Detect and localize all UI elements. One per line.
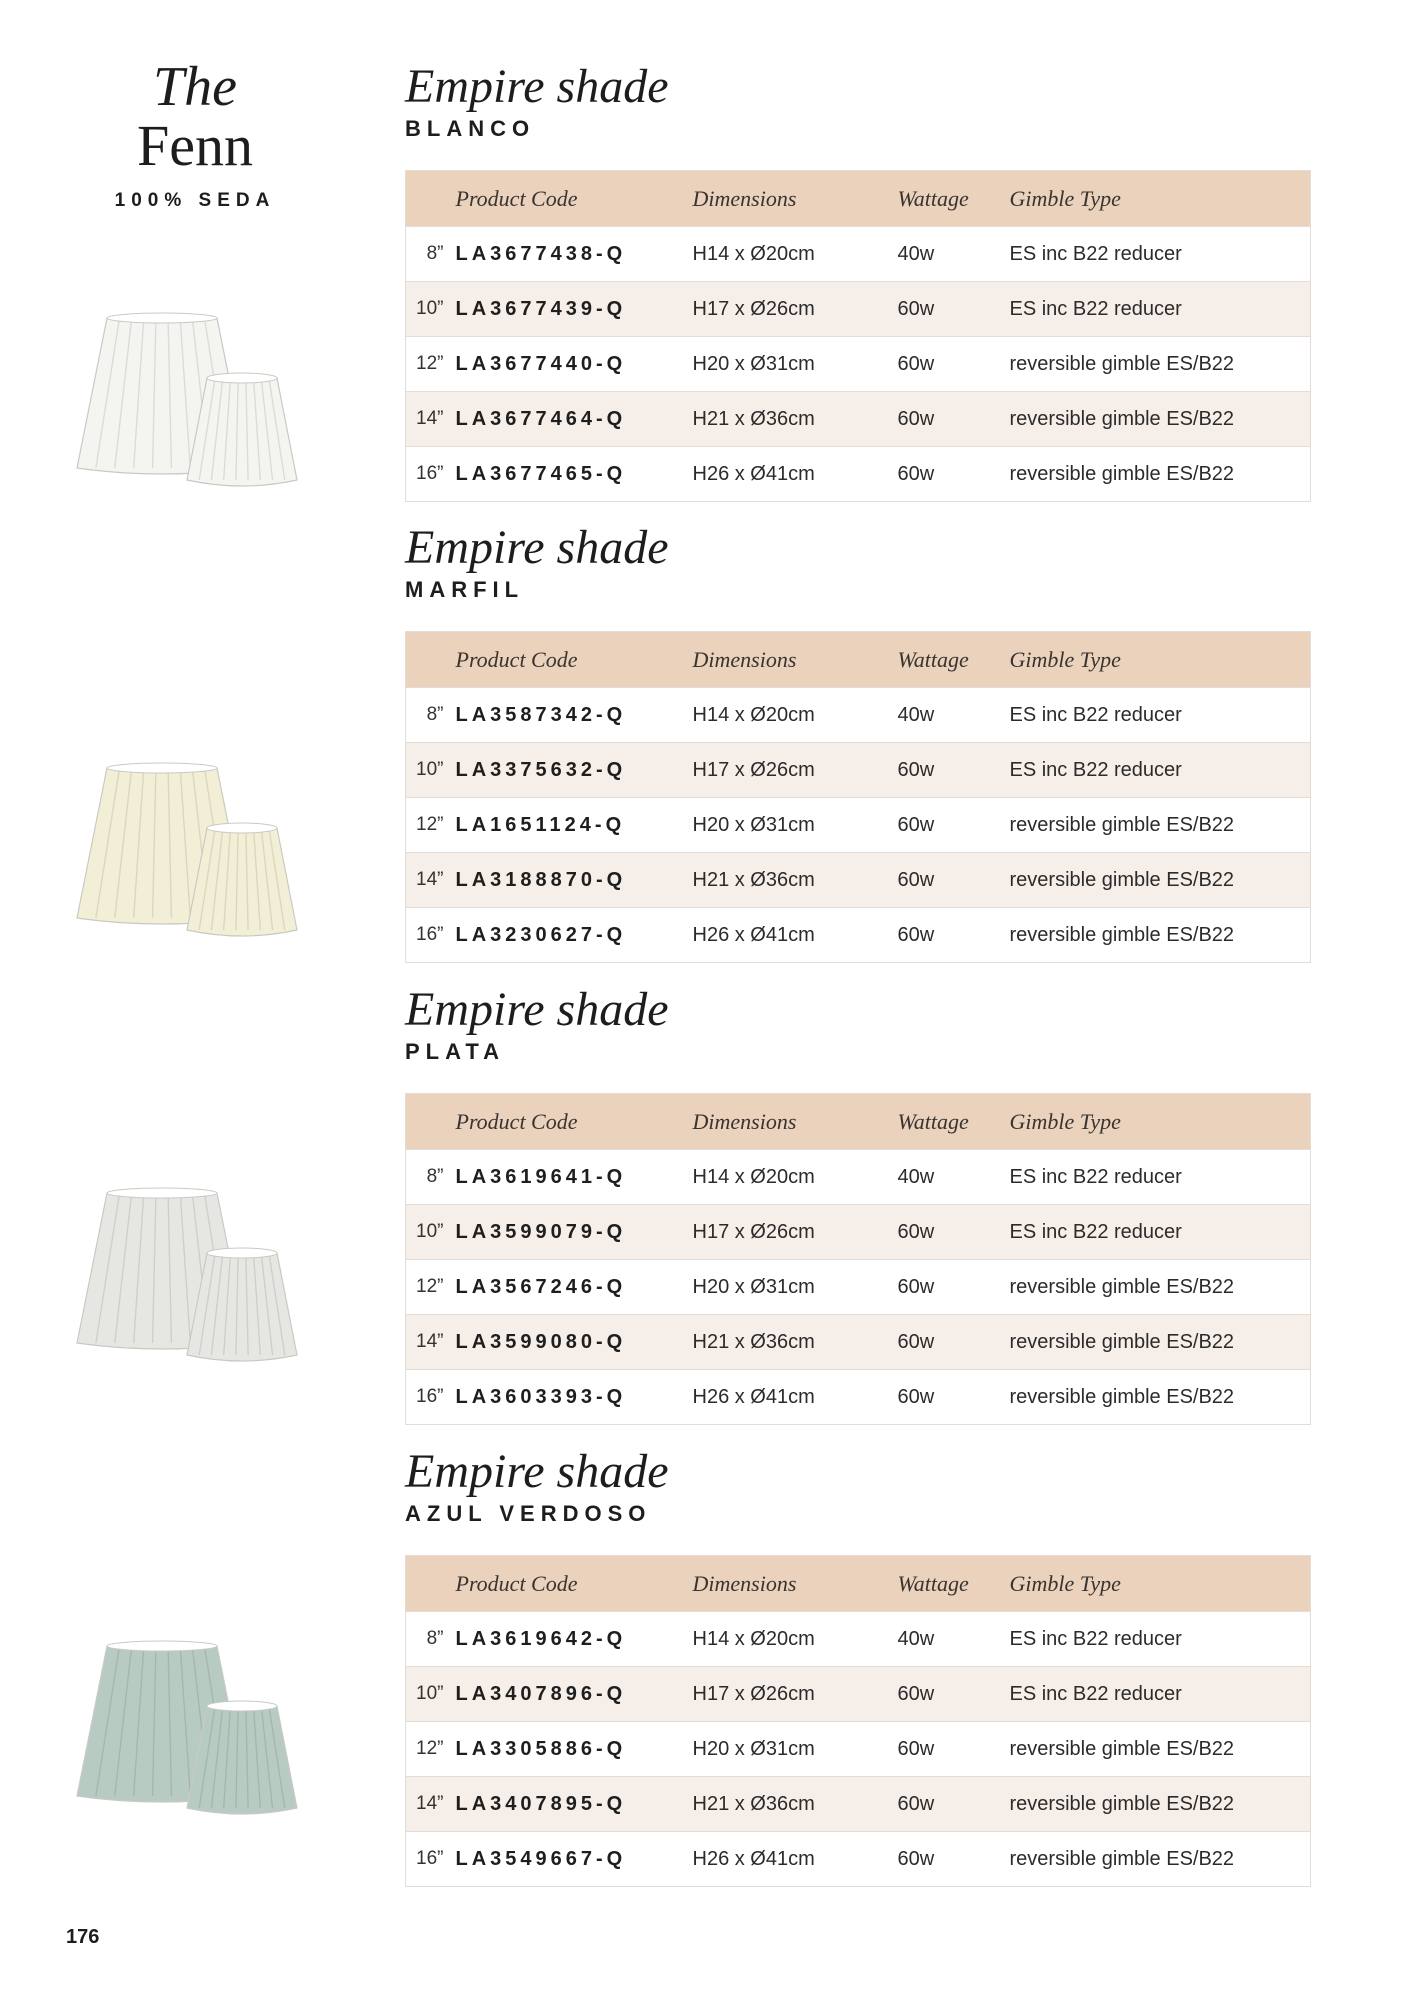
cell-dimensions: H14 x Ø20cm bbox=[693, 1612, 898, 1667]
cell-dimensions: H26 x Ø41cm bbox=[693, 908, 898, 963]
cell-size: 12” bbox=[406, 337, 456, 392]
cell-gimble-type: ES inc B22 reducer bbox=[1010, 743, 1311, 798]
cell-wattage: 60w bbox=[898, 1205, 1010, 1260]
table-row bbox=[406, 1260, 1311, 1315]
section-title: Empire shade bbox=[405, 1445, 669, 1498]
table-row bbox=[406, 1370, 1311, 1425]
cell-gimble-type: reversible gimble ES/B22 bbox=[1010, 1315, 1311, 1370]
cell-wattage: 60w bbox=[898, 798, 1010, 853]
cell-size: 10” bbox=[406, 1205, 456, 1260]
cell-wattage: 60w bbox=[898, 337, 1010, 392]
brand-the: The bbox=[153, 56, 237, 118]
cell-wattage: 60w bbox=[898, 853, 1010, 908]
product-section bbox=[405, 60, 1310, 485]
cell-wattage: 60w bbox=[898, 282, 1010, 337]
cell-wattage: 60w bbox=[898, 1777, 1010, 1832]
cell-size: 14” bbox=[406, 1777, 456, 1832]
cell-dimensions: H17 x Ø26cm bbox=[693, 282, 898, 337]
cell-gimble-type: ES inc B22 reducer bbox=[1010, 1612, 1311, 1667]
cell-product-code: LA3230627-Q bbox=[456, 908, 693, 963]
cell-wattage: 60w bbox=[898, 1370, 1010, 1425]
header-product-code: Product Code bbox=[456, 1556, 693, 1612]
cell-dimensions: H17 x Ø26cm bbox=[693, 1667, 898, 1722]
table-row bbox=[406, 447, 1311, 502]
cell-gimble-type: reversible gimble ES/B22 bbox=[1010, 337, 1311, 392]
header-dimensions: Dimensions bbox=[693, 1556, 898, 1612]
cell-size: 16” bbox=[406, 1370, 456, 1425]
cell-product-code: LA3407895-Q bbox=[456, 1777, 693, 1832]
cell-wattage: 60w bbox=[898, 743, 1010, 798]
header-dimensions: Dimensions bbox=[693, 632, 898, 688]
cell-product-code: LA3599079-Q bbox=[456, 1205, 693, 1260]
section-colour: AZUL VERDOSO bbox=[405, 1501, 652, 1526]
cell-wattage: 60w bbox=[898, 1722, 1010, 1777]
cell-size: 12” bbox=[406, 1260, 456, 1315]
cell-size: 12” bbox=[406, 1722, 456, 1777]
cell-size: 8” bbox=[406, 227, 456, 282]
product-table bbox=[405, 631, 1311, 963]
section-title: Empire shade bbox=[405, 521, 669, 574]
cell-product-code: LA3567246-Q bbox=[456, 1260, 693, 1315]
header-wattage: Wattage bbox=[898, 632, 1010, 688]
cell-gimble-type: reversible gimble ES/B22 bbox=[1010, 1260, 1311, 1315]
table-row bbox=[406, 743, 1311, 798]
cell-size: 8” bbox=[406, 688, 456, 743]
table-row bbox=[406, 688, 1311, 743]
table-row bbox=[406, 1150, 1311, 1205]
cell-dimensions: H14 x Ø20cm bbox=[693, 227, 898, 282]
table-row bbox=[406, 337, 1311, 392]
table-row bbox=[406, 908, 1311, 963]
header-size bbox=[406, 632, 456, 688]
cell-product-code: LA3677465-Q bbox=[456, 447, 693, 502]
cell-gimble-type: ES inc B22 reducer bbox=[1010, 1150, 1311, 1205]
cell-wattage: 60w bbox=[898, 447, 1010, 502]
table-header-row bbox=[406, 1094, 1311, 1150]
table-row bbox=[406, 392, 1311, 447]
lampshade-image bbox=[70, 740, 310, 960]
cell-dimensions: H21 x Ø36cm bbox=[693, 1315, 898, 1370]
cell-dimensions: H20 x Ø31cm bbox=[693, 337, 898, 392]
cell-gimble-type: ES inc B22 reducer bbox=[1010, 1667, 1311, 1722]
cell-size: 10” bbox=[406, 1667, 456, 1722]
cell-wattage: 40w bbox=[898, 227, 1010, 282]
cell-product-code: LA3549667-Q bbox=[456, 1832, 693, 1887]
section-title: Empire shade bbox=[405, 983, 669, 1036]
product-section bbox=[405, 521, 1310, 946]
product-table bbox=[405, 170, 1311, 502]
header-dimensions: Dimensions bbox=[693, 171, 898, 227]
header-dimensions: Dimensions bbox=[693, 1094, 898, 1150]
cell-dimensions: H14 x Ø20cm bbox=[693, 688, 898, 743]
table-header-row bbox=[406, 171, 1311, 227]
cell-size: 16” bbox=[406, 447, 456, 502]
cell-product-code: LA3375632-Q bbox=[456, 743, 693, 798]
cell-size: 14” bbox=[406, 1315, 456, 1370]
cell-size: 16” bbox=[406, 1832, 456, 1887]
product-section bbox=[405, 983, 1310, 1408]
cell-size: 14” bbox=[406, 392, 456, 447]
table-row bbox=[406, 282, 1311, 337]
section-colour: BLANCO bbox=[405, 116, 536, 141]
product-table bbox=[405, 1555, 1311, 1887]
table-row bbox=[406, 1315, 1311, 1370]
cell-dimensions: H26 x Ø41cm bbox=[693, 1370, 898, 1425]
cell-gimble-type: ES inc B22 reducer bbox=[1010, 227, 1311, 282]
brand-block bbox=[90, 58, 300, 212]
cell-gimble-type: reversible gimble ES/B22 bbox=[1010, 1722, 1311, 1777]
cell-dimensions: H17 x Ø26cm bbox=[693, 1205, 898, 1260]
header-size bbox=[406, 171, 456, 227]
cell-dimensions: H26 x Ø41cm bbox=[693, 447, 898, 502]
cell-gimble-type: ES inc B22 reducer bbox=[1010, 688, 1311, 743]
cell-gimble-type: ES inc B22 reducer bbox=[1010, 282, 1311, 337]
lampshade-image bbox=[70, 1618, 310, 1838]
cell-gimble-type: reversible gimble ES/B22 bbox=[1010, 1370, 1311, 1425]
table-row bbox=[406, 798, 1311, 853]
header-product-code: Product Code bbox=[456, 171, 693, 227]
cell-gimble-type: reversible gimble ES/B22 bbox=[1010, 1777, 1311, 1832]
lampshade-image bbox=[70, 1165, 310, 1385]
table-row bbox=[406, 1612, 1311, 1667]
cell-product-code: LA3677464-Q bbox=[456, 392, 693, 447]
header-wattage: Wattage bbox=[898, 171, 1010, 227]
cell-product-code: LA3619642-Q bbox=[456, 1612, 693, 1667]
cell-dimensions: H20 x Ø31cm bbox=[693, 798, 898, 853]
cell-gimble-type: reversible gimble ES/B22 bbox=[1010, 798, 1311, 853]
cell-size: 10” bbox=[406, 743, 456, 798]
cell-dimensions: H14 x Ø20cm bbox=[693, 1150, 898, 1205]
header-product-code: Product Code bbox=[456, 632, 693, 688]
cell-gimble-type: reversible gimble ES/B22 bbox=[1010, 908, 1311, 963]
header-size bbox=[406, 1556, 456, 1612]
cell-product-code: LA3677438-Q bbox=[456, 227, 693, 282]
table-row bbox=[406, 1667, 1311, 1722]
header-size bbox=[406, 1094, 456, 1150]
section-title: Empire shade bbox=[405, 60, 669, 113]
cell-dimensions: H21 x Ø36cm bbox=[693, 1777, 898, 1832]
header-wattage: Wattage bbox=[898, 1094, 1010, 1150]
brand-name: Fenn bbox=[137, 113, 253, 178]
table-row bbox=[406, 1722, 1311, 1777]
product-section bbox=[405, 1445, 1310, 1870]
header-wattage: Wattage bbox=[898, 1556, 1010, 1612]
cell-size: 14” bbox=[406, 853, 456, 908]
cell-dimensions: H21 x Ø36cm bbox=[693, 392, 898, 447]
lampshade-image bbox=[70, 290, 310, 510]
cell-wattage: 60w bbox=[898, 392, 1010, 447]
cell-wattage: 40w bbox=[898, 1612, 1010, 1667]
cell-wattage: 40w bbox=[898, 1150, 1010, 1205]
section-colour: PLATA bbox=[405, 1039, 506, 1064]
cell-gimble-type: ES inc B22 reducer bbox=[1010, 1205, 1311, 1260]
cell-product-code: LA3407896-Q bbox=[456, 1667, 693, 1722]
cell-dimensions: H21 x Ø36cm bbox=[693, 853, 898, 908]
cell-size: 12” bbox=[406, 798, 456, 853]
cell-product-code: LA3599080-Q bbox=[456, 1315, 693, 1370]
cell-product-code: LA3603393-Q bbox=[456, 1370, 693, 1425]
header-gimble-type: Gimble Type bbox=[1010, 1094, 1311, 1150]
cell-gimble-type: reversible gimble ES/B22 bbox=[1010, 853, 1311, 908]
cell-product-code: LA1651124-Q bbox=[456, 798, 693, 853]
cell-dimensions: H26 x Ø41cm bbox=[693, 1832, 898, 1887]
table-row bbox=[406, 1777, 1311, 1832]
cell-gimble-type: reversible gimble ES/B22 bbox=[1010, 1832, 1311, 1887]
cell-product-code: LA3587342-Q bbox=[456, 688, 693, 743]
table-row bbox=[406, 227, 1311, 282]
cell-dimensions: H20 x Ø31cm bbox=[693, 1722, 898, 1777]
page-number: 176 bbox=[66, 1926, 100, 1948]
section-colour: MARFIL bbox=[405, 577, 525, 602]
cell-size: 8” bbox=[406, 1612, 456, 1667]
cell-product-code: LA3619641-Q bbox=[456, 1150, 693, 1205]
cell-wattage: 60w bbox=[898, 1667, 1010, 1722]
cell-size: 8” bbox=[406, 1150, 456, 1205]
table-header-row bbox=[406, 1556, 1311, 1612]
cell-gimble-type: reversible gimble ES/B22 bbox=[1010, 447, 1311, 502]
table-header-row bbox=[406, 632, 1311, 688]
header-gimble-type: Gimble Type bbox=[1010, 632, 1311, 688]
product-table bbox=[405, 1093, 1311, 1425]
header-gimble-type: Gimble Type bbox=[1010, 1556, 1311, 1612]
cell-product-code: LA3677440-Q bbox=[456, 337, 693, 392]
header-product-code: Product Code bbox=[456, 1094, 693, 1150]
cell-gimble-type: reversible gimble ES/B22 bbox=[1010, 392, 1311, 447]
cell-wattage: 60w bbox=[898, 1260, 1010, 1315]
cell-product-code: LA3305886-Q bbox=[456, 1722, 693, 1777]
brand-material: 100% SEDA bbox=[114, 190, 276, 211]
table-row bbox=[406, 853, 1311, 908]
cell-wattage: 60w bbox=[898, 1315, 1010, 1370]
cell-product-code: LA3677439-Q bbox=[456, 282, 693, 337]
table-row bbox=[406, 1205, 1311, 1260]
cell-product-code: LA3188870-Q bbox=[456, 853, 693, 908]
cell-size: 10” bbox=[406, 282, 456, 337]
cell-wattage: 40w bbox=[898, 688, 1010, 743]
cell-dimensions: H20 x Ø31cm bbox=[693, 1260, 898, 1315]
cell-wattage: 60w bbox=[898, 908, 1010, 963]
cell-dimensions: H17 x Ø26cm bbox=[693, 743, 898, 798]
table-row bbox=[406, 1832, 1311, 1887]
cell-size: 16” bbox=[406, 908, 456, 963]
header-gimble-type: Gimble Type bbox=[1010, 171, 1311, 227]
cell-wattage: 60w bbox=[898, 1832, 1010, 1887]
